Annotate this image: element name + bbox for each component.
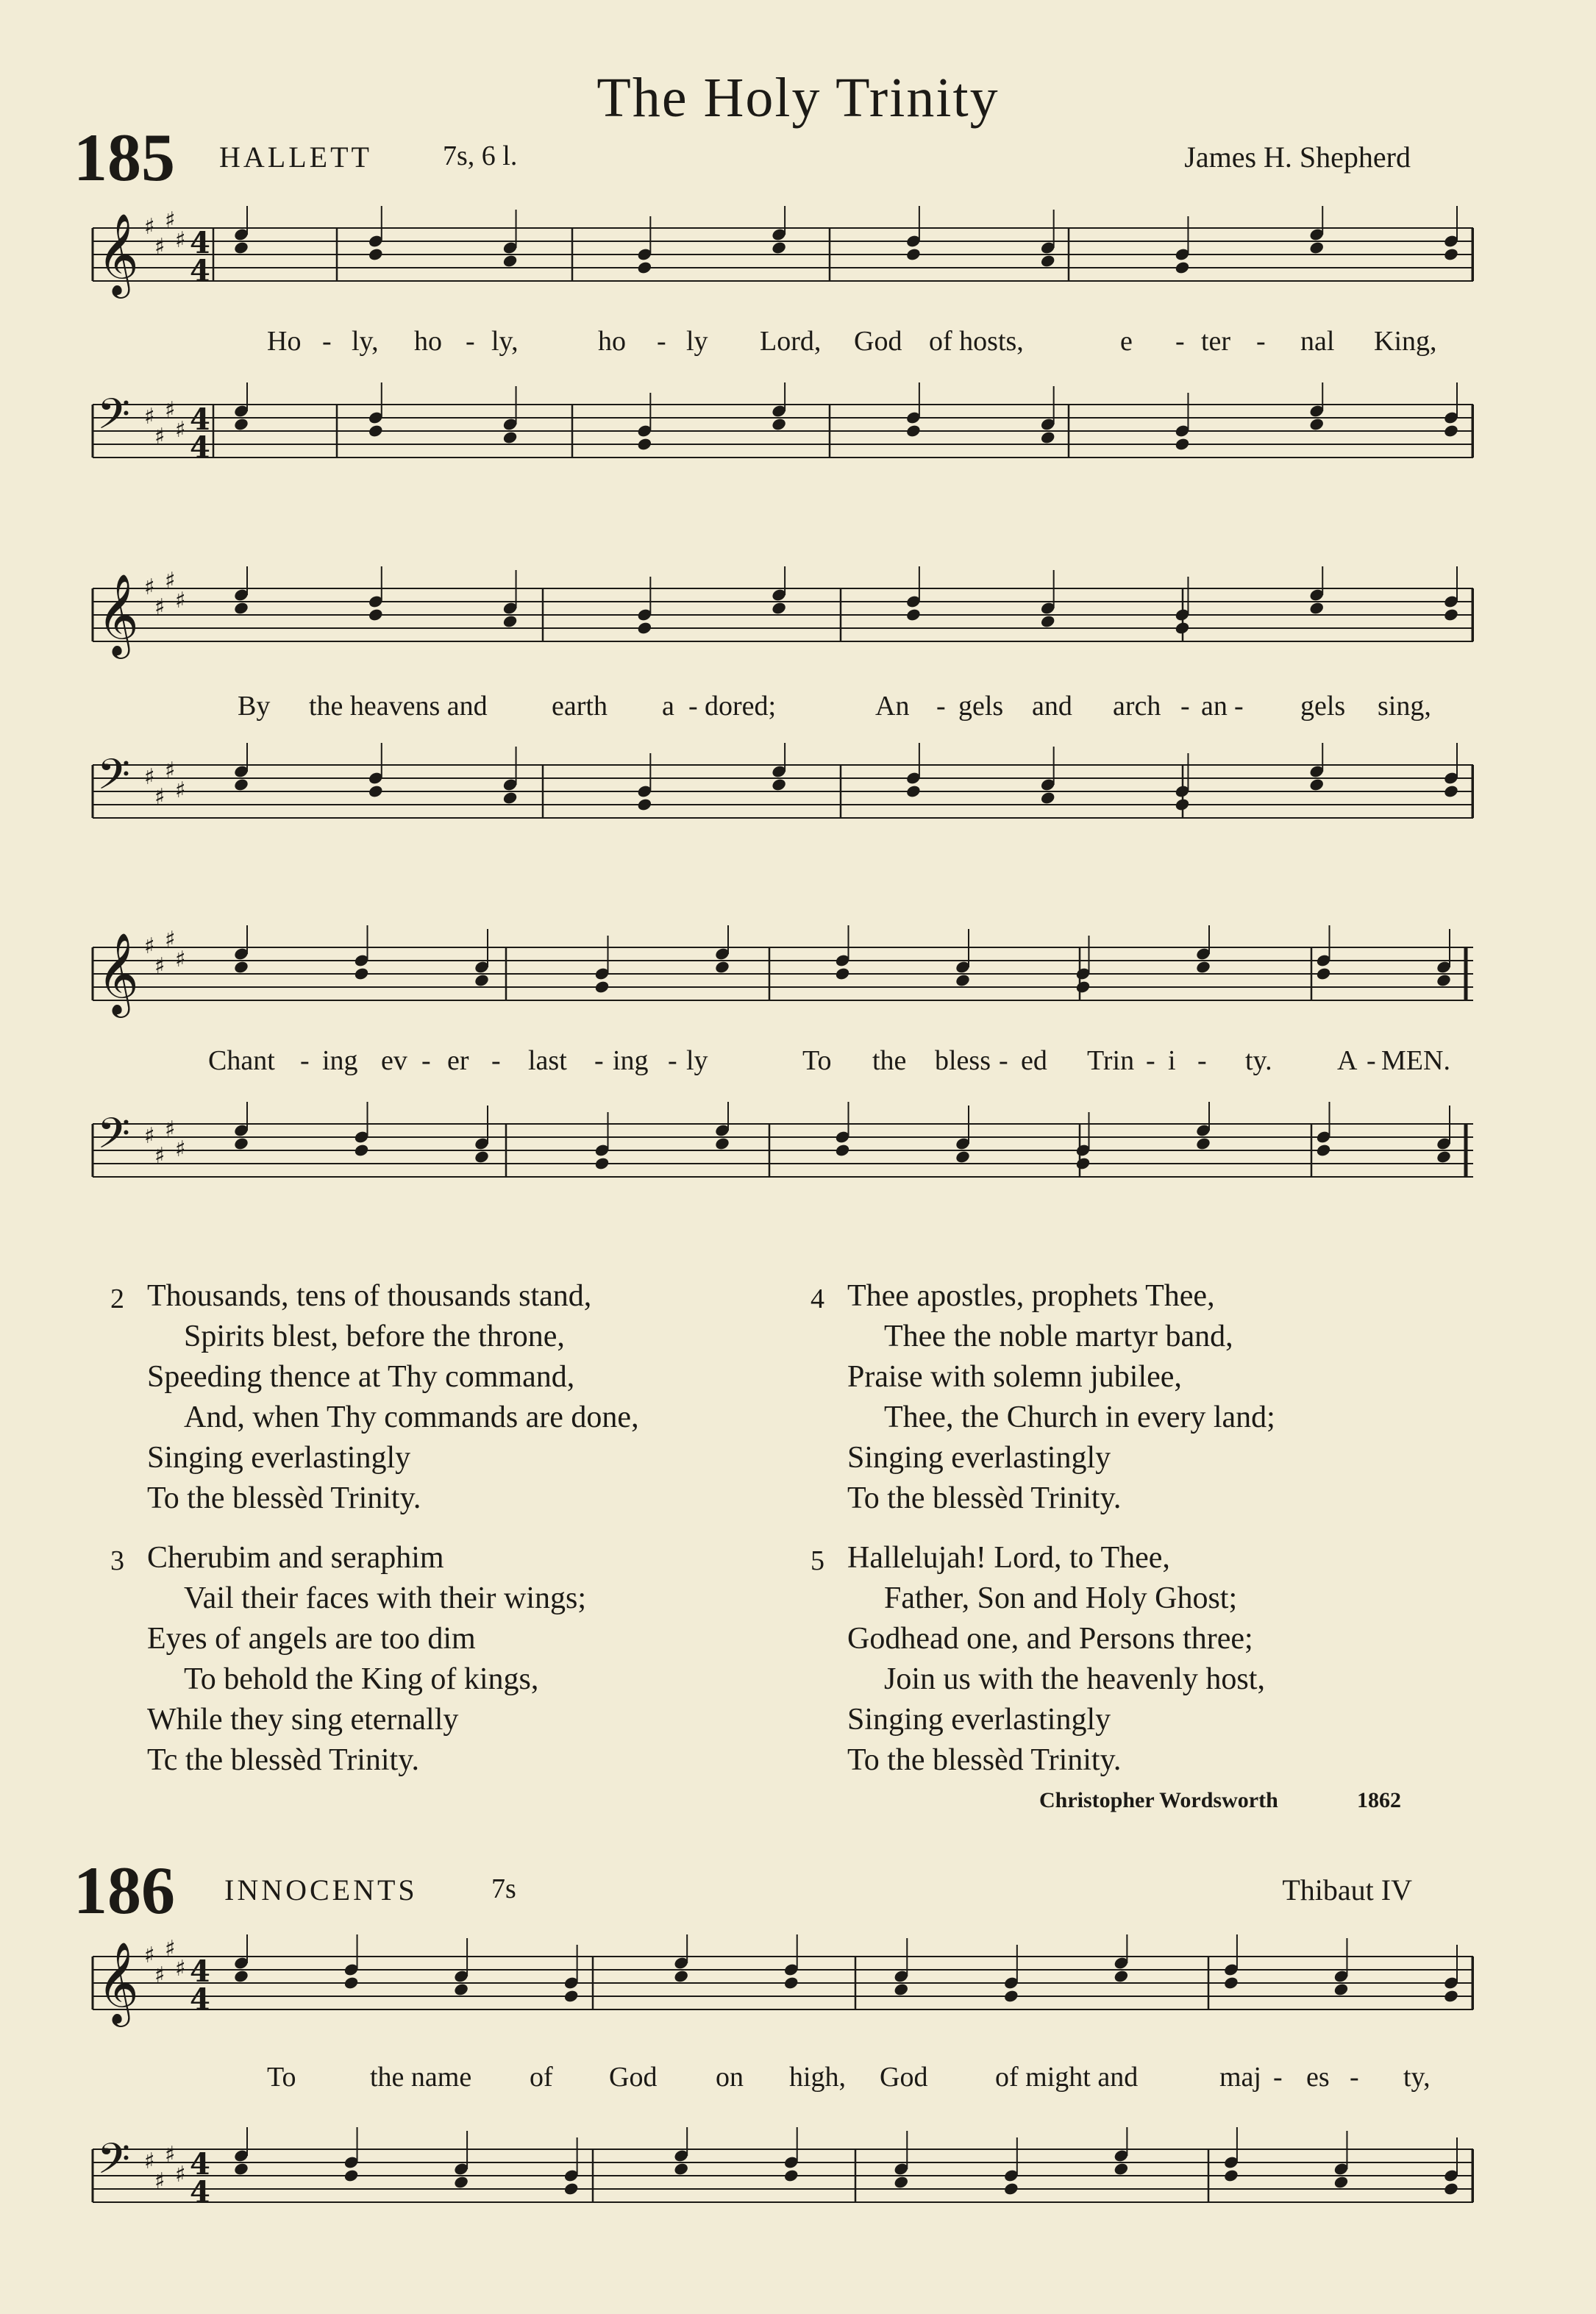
notehead bbox=[1195, 960, 1211, 975]
sharp-icon: ♯ bbox=[144, 214, 155, 240]
notehead bbox=[771, 241, 787, 255]
syllable-hyphen: - bbox=[466, 326, 475, 357]
syllable-hyphen: - bbox=[1256, 326, 1266, 357]
lyric-word: gels bbox=[1300, 691, 1346, 722]
page-title: The Holy Trinity bbox=[596, 67, 1000, 129]
verse-line: To behold the King of kings, bbox=[184, 1662, 539, 1696]
verse-line: Singing everlastingly bbox=[847, 1703, 1111, 1737]
lyric-word: i bbox=[1168, 1045, 1176, 1076]
syllable-hyphen: - bbox=[1197, 1045, 1207, 1076]
lyric-word: es bbox=[1306, 2062, 1330, 2093]
notehead bbox=[714, 1136, 730, 1151]
notehead bbox=[893, 2175, 909, 2190]
lyric-word: God bbox=[880, 2062, 928, 2093]
hymn-number: 185 bbox=[74, 120, 175, 195]
lyric-line bbox=[87, 690, 1474, 734]
time-signature-top: 4 bbox=[190, 1954, 210, 1989]
bass-staff bbox=[87, 2127, 1474, 2223]
verse-4 bbox=[811, 1276, 1472, 1519]
lyric-word: earth bbox=[552, 691, 608, 722]
notehead bbox=[1308, 241, 1325, 255]
sharp-icon: ♯ bbox=[154, 2168, 165, 2194]
verse-line: Praise with solemn jubilee, bbox=[847, 1360, 1182, 1394]
notehead bbox=[368, 247, 384, 262]
sharp-icon: ♯ bbox=[154, 953, 165, 979]
notehead bbox=[353, 966, 369, 981]
lyric-word: God bbox=[854, 326, 902, 357]
notehead bbox=[1443, 247, 1459, 262]
notehead bbox=[905, 784, 922, 799]
syllable-hyphen: - bbox=[1234, 691, 1244, 722]
notehead bbox=[1436, 973, 1452, 988]
syllable-hyphen: - bbox=[668, 1045, 677, 1076]
notehead bbox=[1113, 2162, 1129, 2176]
lyric-line bbox=[87, 1044, 1474, 1089]
notehead bbox=[233, 2162, 249, 2176]
notehead bbox=[563, 1989, 580, 2004]
notehead bbox=[1308, 777, 1325, 792]
bass-staff bbox=[87, 382, 1474, 478]
notehead bbox=[1223, 1976, 1239, 1990]
lyric-word: of might and bbox=[995, 2062, 1139, 2093]
lyric-word: A bbox=[1337, 1045, 1358, 1076]
notehead bbox=[594, 1156, 610, 1171]
notehead bbox=[893, 1982, 909, 1997]
notehead bbox=[636, 621, 652, 636]
sharp-icon: ♯ bbox=[144, 2149, 155, 2174]
sharp-icon: ♯ bbox=[165, 927, 176, 953]
music-system-2 bbox=[87, 566, 1474, 853]
notehead bbox=[673, 2162, 689, 2176]
verse-line: Thousands, tens of thousands stand, bbox=[147, 1279, 592, 1313]
syllable-hyphen: - bbox=[999, 1045, 1008, 1076]
notehead bbox=[502, 430, 518, 445]
sharp-icon: ♯ bbox=[154, 1143, 165, 1169]
time-signature-top: 4 bbox=[190, 226, 210, 260]
lyric-word: nal bbox=[1300, 326, 1335, 357]
notehead bbox=[502, 791, 518, 805]
notehead bbox=[233, 417, 249, 432]
notehead bbox=[636, 797, 652, 812]
sharp-icon: ♯ bbox=[175, 2162, 186, 2187]
notehead bbox=[233, 241, 249, 255]
treble-staff bbox=[87, 925, 1474, 1021]
notehead bbox=[1040, 430, 1056, 445]
lyric-word: To bbox=[802, 1045, 832, 1076]
meter: 7s bbox=[491, 1873, 516, 1904]
notehead bbox=[1308, 601, 1325, 616]
notehead bbox=[714, 960, 730, 975]
verse-line: Singing everlastingly bbox=[847, 1441, 1111, 1475]
lyric-word: By bbox=[238, 691, 271, 722]
verse-line: Speeding thence at Thy command, bbox=[147, 1360, 575, 1394]
notehead bbox=[233, 1969, 249, 1984]
lyric-word: on bbox=[716, 2062, 744, 2093]
notehead bbox=[1443, 784, 1459, 799]
lyric-word: An bbox=[875, 691, 910, 722]
notehead bbox=[1174, 797, 1190, 812]
notehead bbox=[368, 424, 384, 438]
notehead bbox=[1040, 614, 1056, 629]
sharp-icon: ♯ bbox=[175, 947, 186, 972]
music-system-3 bbox=[87, 925, 1474, 1212]
notehead bbox=[1075, 980, 1091, 994]
sharp-icon: ♯ bbox=[175, 1956, 186, 1982]
notehead bbox=[474, 973, 490, 988]
time-signature-bottom: 4 bbox=[190, 1982, 210, 2017]
verse-number: 3 bbox=[110, 1545, 124, 1576]
notehead bbox=[1315, 966, 1331, 981]
hymn-number: 186 bbox=[74, 1853, 175, 1928]
verse-line: Spirits blest, before the throne, bbox=[184, 1320, 565, 1353]
lyric-word: ing bbox=[322, 1045, 358, 1076]
lyric-word: ho bbox=[598, 326, 626, 357]
lyric-word: MEN. bbox=[1381, 1045, 1450, 1076]
verse-number: 5 bbox=[811, 1545, 824, 1576]
syllable-hyphen: - bbox=[594, 1045, 604, 1076]
lyric-word: a bbox=[662, 691, 674, 722]
lyric-word: ly bbox=[686, 1045, 708, 1076]
verse-line: While they sing eternally bbox=[147, 1703, 459, 1737]
syllable-hyphen: - bbox=[300, 1045, 310, 1076]
notehead bbox=[1075, 1156, 1091, 1171]
lyric-word: ev bbox=[381, 1045, 407, 1076]
notehead bbox=[1174, 437, 1190, 452]
notehead bbox=[1223, 2168, 1239, 2183]
lyric-word: ly, bbox=[491, 326, 519, 357]
notehead bbox=[1113, 1969, 1129, 1984]
lyric-word: the bbox=[872, 1045, 907, 1076]
notehead bbox=[1308, 417, 1325, 432]
notehead bbox=[834, 1143, 850, 1158]
treble-clef-icon: 𝄞 bbox=[97, 213, 139, 295]
notehead bbox=[1443, 424, 1459, 438]
syllable-hyphen: - bbox=[1146, 1045, 1155, 1076]
verse-line: Godhead one, and Persons three; bbox=[847, 1622, 1253, 1656]
verse-line: Hallelujah! Lord, to Thee, bbox=[847, 1541, 1170, 1575]
sharp-icon: ♯ bbox=[165, 1117, 176, 1142]
verse-line: Thee apostles, prophets Thee, bbox=[847, 1279, 1215, 1313]
treble-clef-icon: 𝄞 bbox=[97, 1941, 139, 2023]
sharp-icon: ♯ bbox=[144, 1123, 155, 1149]
sharp-icon: ♯ bbox=[165, 207, 176, 233]
notehead bbox=[233, 777, 249, 792]
lyric-word: ing bbox=[613, 1045, 649, 1076]
sharp-icon: ♯ bbox=[154, 594, 165, 620]
sharp-icon: ♯ bbox=[144, 404, 155, 430]
notehead bbox=[233, 601, 249, 616]
treble-clef-icon: 𝄞 bbox=[97, 932, 139, 1014]
notehead bbox=[1174, 260, 1190, 275]
syllable-hyphen: - bbox=[491, 1045, 501, 1076]
verse-5 bbox=[811, 1538, 1472, 1781]
treble-staff bbox=[87, 1934, 1474, 2030]
notehead bbox=[1333, 1982, 1349, 1997]
notehead bbox=[233, 960, 249, 975]
lyric-word: ed bbox=[1021, 1045, 1047, 1076]
bass-clef-icon: 𝄢 bbox=[97, 750, 131, 810]
time-signature-top: 4 bbox=[190, 2147, 210, 2182]
sharp-icon: ♯ bbox=[144, 574, 155, 600]
sharp-icon: ♯ bbox=[144, 933, 155, 959]
lyric-word: and bbox=[1032, 691, 1072, 722]
treble-staff bbox=[87, 566, 1474, 662]
notehead bbox=[1443, 2182, 1459, 2196]
sharp-icon: ♯ bbox=[165, 1936, 176, 1962]
lyric-word: ly bbox=[686, 326, 708, 357]
verse-line: And, when Thy commands are done, bbox=[184, 1400, 639, 1434]
notehead bbox=[834, 966, 850, 981]
syllable-hyphen: - bbox=[688, 691, 698, 722]
lyric-line bbox=[87, 2061, 1474, 2105]
notehead bbox=[594, 980, 610, 994]
treble-clef-icon: 𝄞 bbox=[97, 573, 139, 655]
verse-line: Thee, the Church in every land; bbox=[884, 1400, 1275, 1434]
lyric-word: God bbox=[609, 2062, 658, 2093]
syllable-hyphen: - bbox=[936, 691, 946, 722]
verse-number: 4 bbox=[811, 1284, 824, 1314]
lyric-word: the name bbox=[370, 2062, 472, 2093]
sharp-icon: ♯ bbox=[154, 424, 165, 449]
sharp-icon: ♯ bbox=[165, 568, 176, 594]
verse-line: Singing everlastingly bbox=[147, 1441, 411, 1475]
notehead bbox=[1333, 2175, 1349, 2190]
verse-line: Cherubim and seraphim bbox=[147, 1541, 444, 1575]
notehead bbox=[368, 608, 384, 622]
meter: 7s, 6 l. bbox=[443, 140, 518, 171]
lyric-word: ter bbox=[1201, 326, 1231, 357]
notehead bbox=[905, 608, 922, 622]
sharp-icon: ♯ bbox=[165, 758, 176, 783]
notehead bbox=[783, 2168, 799, 2183]
time-signature-bottom: 4 bbox=[190, 254, 210, 288]
lyric-word: er bbox=[447, 1045, 469, 1076]
notehead bbox=[1195, 1136, 1211, 1151]
sharp-icon: ♯ bbox=[175, 417, 186, 443]
lyric-word: e bbox=[1120, 326, 1133, 357]
notehead bbox=[453, 1982, 469, 1997]
verse-line: Eyes of angels are too dim bbox=[147, 1622, 476, 1656]
bass-staff bbox=[87, 1102, 1474, 1197]
notehead bbox=[771, 777, 787, 792]
lyric-line bbox=[87, 325, 1474, 369]
music-system-1 bbox=[87, 206, 1474, 493]
music-system-4 bbox=[87, 1934, 1474, 2243]
lyric-word: dored; bbox=[705, 691, 777, 722]
lyric-word: last bbox=[528, 1045, 567, 1076]
lyric-word: King, bbox=[1374, 326, 1437, 357]
notehead bbox=[1174, 621, 1190, 636]
hymn-186-header bbox=[0, 1853, 1596, 1928]
verse-line: Thee the noble martyr band, bbox=[884, 1320, 1233, 1353]
notehead bbox=[1315, 1143, 1331, 1158]
lyric-word: the heavens and bbox=[309, 691, 488, 722]
notehead bbox=[636, 260, 652, 275]
notehead bbox=[783, 1976, 799, 1990]
notehead bbox=[673, 1969, 689, 1984]
time-signature-bottom: 4 bbox=[190, 2175, 210, 2210]
lyric-word: arch bbox=[1113, 691, 1161, 722]
lyric-word: ly, bbox=[352, 326, 379, 357]
verse-line: Join us with the heavenly host, bbox=[884, 1662, 1265, 1696]
composer: James H. Shepherd bbox=[1184, 140, 1411, 174]
syllable-hyphen: - bbox=[1273, 2062, 1283, 2093]
lyric-word: maj bbox=[1219, 2062, 1261, 2093]
notehead bbox=[1443, 1989, 1459, 2004]
bass-clef-icon: 𝄢 bbox=[97, 389, 131, 449]
notehead bbox=[955, 973, 971, 988]
notehead bbox=[453, 2175, 469, 2190]
sharp-icon: ♯ bbox=[175, 777, 186, 803]
lyric-word: Lord, bbox=[760, 326, 822, 357]
lyric-word: Chant bbox=[208, 1045, 275, 1076]
lyric-word: To bbox=[267, 2062, 296, 2093]
hymn-185-header bbox=[0, 120, 1596, 195]
sharp-icon: ♯ bbox=[175, 588, 186, 613]
lyric-word: of bbox=[530, 2062, 553, 2093]
hymn-author: Christopher Wordsworth bbox=[1039, 1788, 1278, 1812]
bass-clef-icon: 𝄢 bbox=[97, 1108, 131, 1169]
sharp-icon: ♯ bbox=[165, 397, 176, 423]
composer: Thibaut IV bbox=[1282, 1873, 1412, 1907]
notehead bbox=[905, 424, 922, 438]
notehead bbox=[771, 601, 787, 616]
verse-line: To the blessèd Trinity. bbox=[147, 1481, 421, 1515]
notehead bbox=[353, 1143, 369, 1158]
tune-name: INNOCENTS bbox=[224, 1873, 418, 1907]
tune-name: HALLETT bbox=[219, 140, 372, 174]
sharp-icon: ♯ bbox=[144, 1943, 155, 1968]
lyric-word: ty. bbox=[1245, 1045, 1272, 1076]
notehead bbox=[1003, 2182, 1019, 2196]
notehead bbox=[636, 437, 652, 452]
time-signature-bottom: 4 bbox=[190, 430, 210, 465]
syllable-hyphen: - bbox=[322, 326, 332, 357]
notehead bbox=[563, 2182, 580, 2196]
notehead bbox=[1040, 254, 1056, 268]
lyric-word: gels bbox=[958, 691, 1004, 722]
lyric-word: Ho bbox=[267, 326, 302, 357]
sharp-icon: ♯ bbox=[154, 234, 165, 260]
notehead bbox=[343, 2168, 359, 2183]
sharp-icon: ♯ bbox=[175, 1136, 186, 1162]
time-signature-top: 4 bbox=[190, 402, 210, 437]
bass-staff bbox=[87, 743, 1474, 839]
lyric-word: an bbox=[1201, 691, 1228, 722]
verse-line: To the blessèd Trinity. bbox=[847, 1743, 1122, 1777]
syllable-hyphen: - bbox=[657, 326, 666, 357]
lyric-word: ty, bbox=[1403, 2062, 1431, 2093]
notehead bbox=[955, 1150, 971, 1164]
lyric-word: bless bbox=[935, 1045, 991, 1076]
notehead bbox=[905, 247, 922, 262]
syllable-hyphen: - bbox=[1350, 2062, 1359, 2093]
treble-staff bbox=[87, 206, 1474, 302]
notehead bbox=[771, 417, 787, 432]
verse-3 bbox=[110, 1538, 772, 1781]
syllable-hyphen: - bbox=[1175, 326, 1185, 357]
notehead bbox=[343, 1976, 359, 1990]
sharp-icon: ♯ bbox=[154, 784, 165, 810]
syllable-hyphen: - bbox=[421, 1045, 431, 1076]
notehead bbox=[1003, 1989, 1019, 2004]
notehead bbox=[502, 614, 518, 629]
lyric-word: high, bbox=[789, 2062, 847, 2093]
verse-number: 2 bbox=[110, 1284, 124, 1314]
verse-line: To the blessèd Trinity. bbox=[847, 1481, 1122, 1515]
lyric-word: sing, bbox=[1378, 691, 1431, 722]
lyric-word: ho bbox=[414, 326, 442, 357]
verse-line: Father, Son and Holy Ghost; bbox=[884, 1581, 1238, 1615]
lyric-word: of hosts, bbox=[929, 326, 1024, 357]
verse-2 bbox=[110, 1276, 772, 1519]
notehead bbox=[474, 1150, 490, 1164]
notehead bbox=[1040, 791, 1056, 805]
notehead bbox=[1436, 1150, 1452, 1164]
syllable-hyphen: - bbox=[1367, 1045, 1376, 1076]
lyric-word: Trin bbox=[1087, 1045, 1135, 1076]
sharp-icon: ♯ bbox=[154, 1962, 165, 1988]
verses bbox=[110, 1276, 1508, 1791]
sharp-icon: ♯ bbox=[165, 2142, 176, 2168]
bass-clef-icon: 𝄢 bbox=[97, 2134, 131, 2194]
sharp-icon: ♯ bbox=[144, 764, 155, 790]
verse-line: Vail their faces with their wings; bbox=[184, 1581, 587, 1615]
hymn-year: 1862 bbox=[1357, 1788, 1401, 1812]
notehead bbox=[368, 784, 384, 799]
sharp-icon: ♯ bbox=[175, 227, 186, 253]
notehead bbox=[233, 1136, 249, 1151]
verse-line: Tc the blessèd Trinity. bbox=[147, 1743, 420, 1777]
notehead bbox=[1443, 608, 1459, 622]
notehead bbox=[502, 254, 518, 268]
syllable-hyphen: - bbox=[1180, 691, 1190, 722]
